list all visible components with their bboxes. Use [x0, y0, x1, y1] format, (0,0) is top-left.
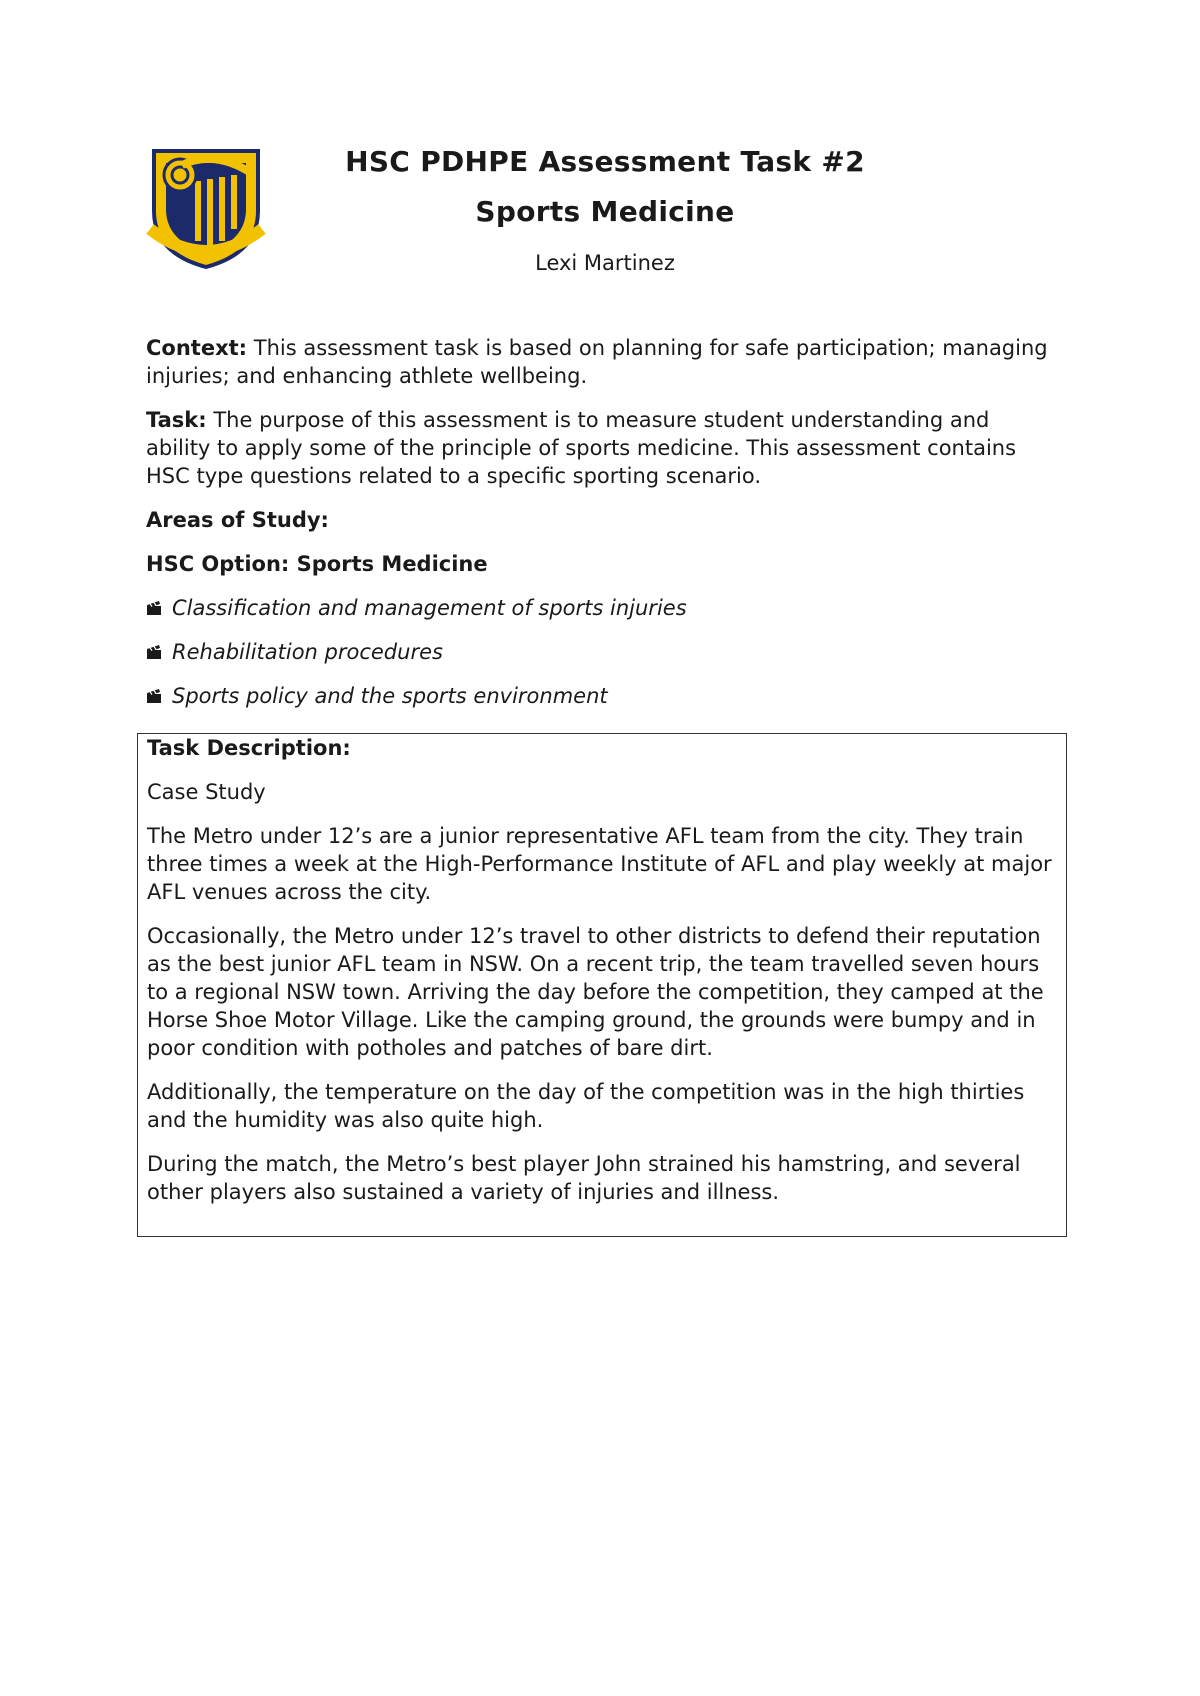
page-subtitle: Sports Medicine	[475, 195, 735, 228]
list-item	[146, 594, 1056, 622]
clapperboard-icon	[146, 688, 162, 704]
task-label: Task:	[146, 408, 207, 432]
school-crest-logo	[146, 141, 266, 271]
intro-section	[146, 334, 1056, 726]
list-item-label: Rehabilitation procedures	[172, 640, 443, 664]
page-title: HSC PDHPE Assessment Task #2	[345, 145, 865, 178]
list-item	[146, 682, 1056, 710]
context-label: Context:	[146, 336, 248, 360]
task-description-box	[137, 733, 1067, 1237]
case-study-label: Case Study	[147, 780, 266, 804]
areas-heading: Areas of Study:	[146, 508, 329, 532]
task-description-heading: Task Description:	[147, 736, 351, 760]
list-item-label: Classification and management of sports injuries	[172, 596, 687, 620]
case-paragraph: During the match, the Metro’s best player John strained his hamstring, and several other players also sustained a variety of injuries and illness.	[147, 1152, 1021, 1204]
areas-list	[146, 594, 1056, 710]
case-paragraph: Occasionally, the Metro under 12’s travel to other districts to defend their reputation as the best junior AFL team in NSW. On a recent trip, the team travelled seven hours to a regional NSW town. Arriving the day before the competition, they camped at the Horse Shoe Motor Village. Like the camping ground, the grounds were bumpy and in poor condition with potholes and patches of bare dirt.	[147, 924, 1044, 1060]
option-heading: HSC Option: Sports Medicine	[146, 552, 488, 576]
list-item	[146, 638, 1056, 666]
case-paragraph: The Metro under 12’s are a junior representative AFL team from the city. They train three times a week at the High-Performance Institute of AFL and play weekly at major AFL venues across the city.	[147, 824, 1052, 904]
title-block	[300, 142, 910, 278]
author-name: Lexi Martinez	[535, 251, 675, 275]
context-text: This assessment task is based on planning for safe participation; managing injuries; and enhancing athlete wellbeing.	[146, 336, 1048, 388]
case-paragraph: Additionally, the temperature on the day of the competition was in the high thirties and the humidity was also quite high.	[147, 1080, 1025, 1132]
clapperboard-icon	[146, 600, 162, 616]
task-paragraph	[146, 406, 1056, 490]
task-text: The purpose of this assessment is to measure student understanding and ability to apply some of the principle of sports medicine. This assessment contains HSC type questions related to a specific sporting scenario.	[146, 408, 1017, 488]
list-item-label: Sports policy and the sports environment	[172, 684, 608, 708]
context-paragraph	[146, 334, 1056, 390]
clapperboard-icon	[146, 644, 162, 660]
